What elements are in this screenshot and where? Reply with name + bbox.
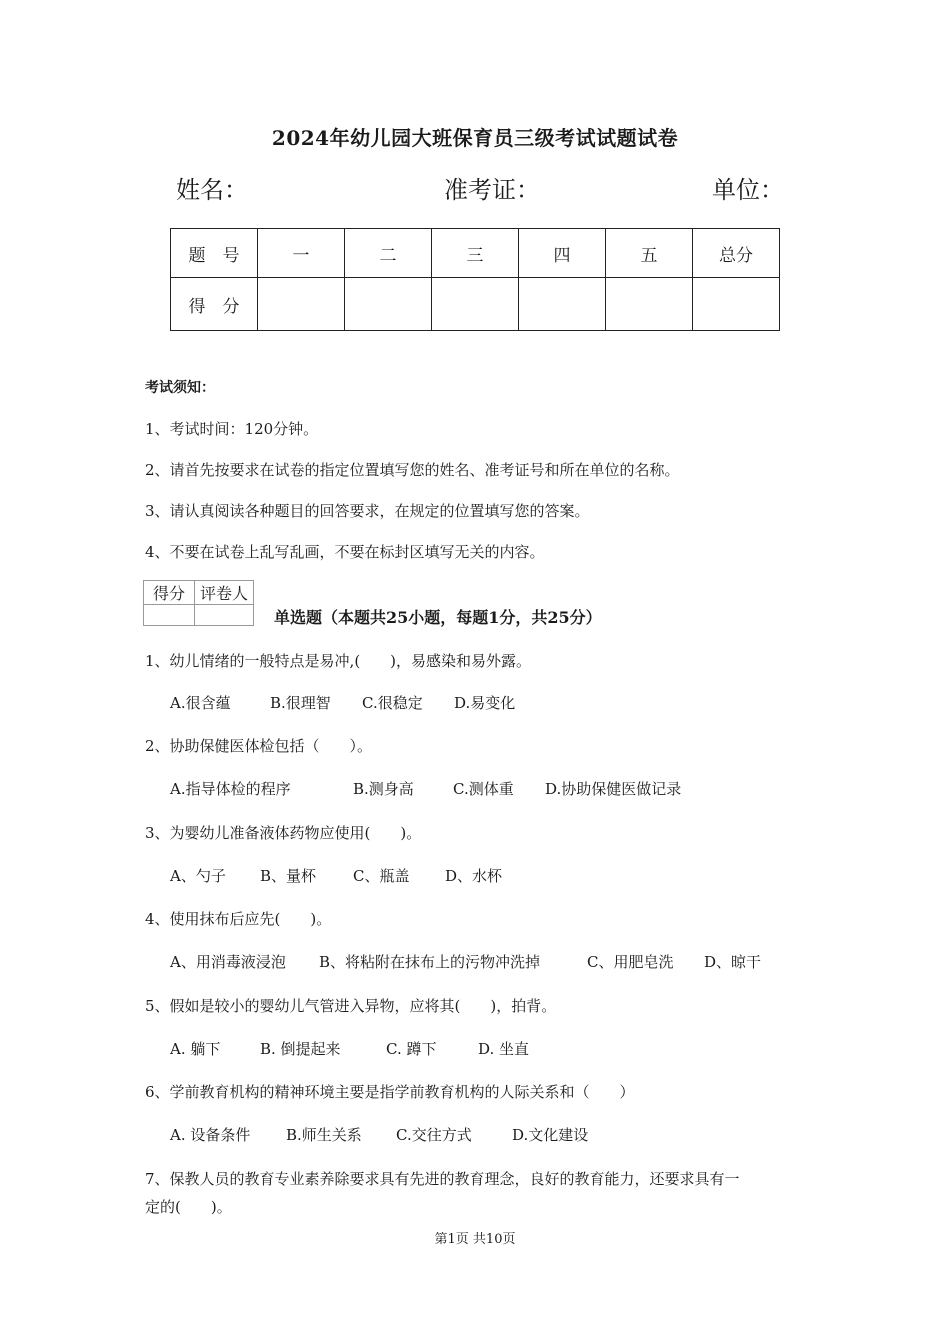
score-cell[interactable] bbox=[693, 278, 780, 331]
option: B、量杯 bbox=[260, 867, 317, 885]
option: B.很理智 bbox=[270, 694, 331, 712]
score-table-header-cell: 三 bbox=[432, 229, 519, 278]
option: A、用消毒液浸泡 bbox=[170, 953, 286, 971]
notice-heading: 考试须知： bbox=[145, 380, 215, 396]
score-table-header-row bbox=[171, 229, 780, 278]
score-cell[interactable] bbox=[606, 278, 693, 331]
score-table bbox=[170, 228, 780, 331]
notice-item: 1、考试时间：120分钟。 bbox=[145, 420, 319, 438]
option: A. 躺下 bbox=[170, 1040, 221, 1058]
option: A.指导体检的程序 bbox=[170, 780, 291, 798]
option: C.交往方式 bbox=[396, 1126, 472, 1144]
score-table-header-cell: 二 bbox=[345, 229, 432, 278]
grader-reviewer-label: 评卷人 bbox=[195, 581, 254, 605]
question-options bbox=[170, 1124, 588, 1145]
question-text: 4、使用抹布后应先( )。 bbox=[145, 910, 332, 928]
option: B.师生关系 bbox=[286, 1126, 362, 1144]
option: D.协助保健医做记录 bbox=[545, 780, 682, 798]
grader-reviewer-cell[interactable] bbox=[195, 605, 254, 626]
question-text: 3、为婴幼儿准备液体药物应使用( )。 bbox=[145, 824, 422, 842]
score-table-header-cell: 四 bbox=[519, 229, 606, 278]
question-text: 1、幼儿情绪的一般特点是易冲,( )，易感染和易外露。 bbox=[145, 652, 532, 670]
option: D.文化建设 bbox=[512, 1126, 589, 1144]
name-field-label: 姓名： bbox=[176, 176, 248, 204]
option: C.测体重 bbox=[453, 780, 514, 798]
score-table-score-row bbox=[171, 278, 780, 331]
question-options bbox=[170, 951, 761, 972]
question-text: 7、保教人员的教育专业素养除要求具有先进的教育理念，良好的教育能力，还要求具有一 bbox=[145, 1170, 740, 1188]
option: B. 倒提起来 bbox=[260, 1040, 341, 1058]
option: A.很含蕴 bbox=[170, 694, 231, 712]
question-options bbox=[170, 865, 502, 886]
question-text: 5、假如是较小的婴幼儿气管进入异物，应将其( )，拍背。 bbox=[145, 997, 557, 1015]
grader-table bbox=[143, 580, 254, 626]
option: C、用肥皂洗 bbox=[587, 953, 674, 971]
score-table-header-cell: 总分 bbox=[693, 229, 780, 278]
score-table-header-cell: 五 bbox=[606, 229, 693, 278]
option: C、瓶盖 bbox=[353, 867, 410, 885]
notice-item: 2、请首先按要求在试卷的指定位置填写您的姓名、准考证号和所在单位的名称。 bbox=[145, 461, 680, 479]
score-cell[interactable] bbox=[345, 278, 432, 331]
question-text: 6、学前教育机构的精神环境主要是指学前教育机构的人际关系和（ ） bbox=[145, 1083, 635, 1101]
score-cell[interactable] bbox=[519, 278, 606, 331]
option: B.测身高 bbox=[353, 780, 414, 798]
option: D、晾干 bbox=[704, 953, 762, 971]
question-text-continued: 定的( )。 bbox=[145, 1198, 232, 1216]
option: A、勺子 bbox=[170, 867, 226, 885]
section-title: 单选题（本题共25小题，每题1分，共25分） bbox=[274, 608, 602, 627]
notice-item: 3、请认真阅读各种题目的回答要求，在规定的位置填写您的答案。 bbox=[145, 502, 590, 520]
question-options bbox=[170, 692, 515, 713]
document-title: 2024年幼儿园大班保育员三级考试试题试卷 bbox=[271, 126, 679, 150]
notice-item: 4、不要在试卷上乱写乱画，不要在标封区填写无关的内容。 bbox=[145, 543, 545, 561]
option: B、将粘附在抹布上的污物冲洗掉 bbox=[319, 953, 541, 971]
option: C.很稳定 bbox=[362, 694, 423, 712]
page-footer: 第1页 共10页 bbox=[434, 1232, 516, 1247]
question-text: 2、协助保健医体检包括（ ）。 bbox=[145, 737, 373, 755]
grader-score-cell[interactable] bbox=[144, 605, 195, 626]
score-table-header-cell: 一 bbox=[258, 229, 345, 278]
unit-field-label: 单位： bbox=[712, 176, 784, 204]
score-row-label: 得 分 bbox=[171, 278, 258, 331]
exam-id-field-label: 准考证： bbox=[444, 176, 540, 204]
question-options bbox=[170, 1038, 529, 1059]
option: D. 坐直 bbox=[478, 1040, 530, 1058]
score-cell[interactable] bbox=[432, 278, 519, 331]
option: C. 蹲下 bbox=[386, 1040, 437, 1058]
question-options bbox=[170, 778, 681, 799]
score-table-header-cell: 题 号 bbox=[171, 229, 258, 278]
option: D.易变化 bbox=[454, 694, 516, 712]
option: A. 设备条件 bbox=[170, 1126, 251, 1144]
score-cell[interactable] bbox=[258, 278, 345, 331]
grader-score-label: 得分 bbox=[144, 581, 195, 605]
option: D、水杯 bbox=[445, 867, 503, 885]
